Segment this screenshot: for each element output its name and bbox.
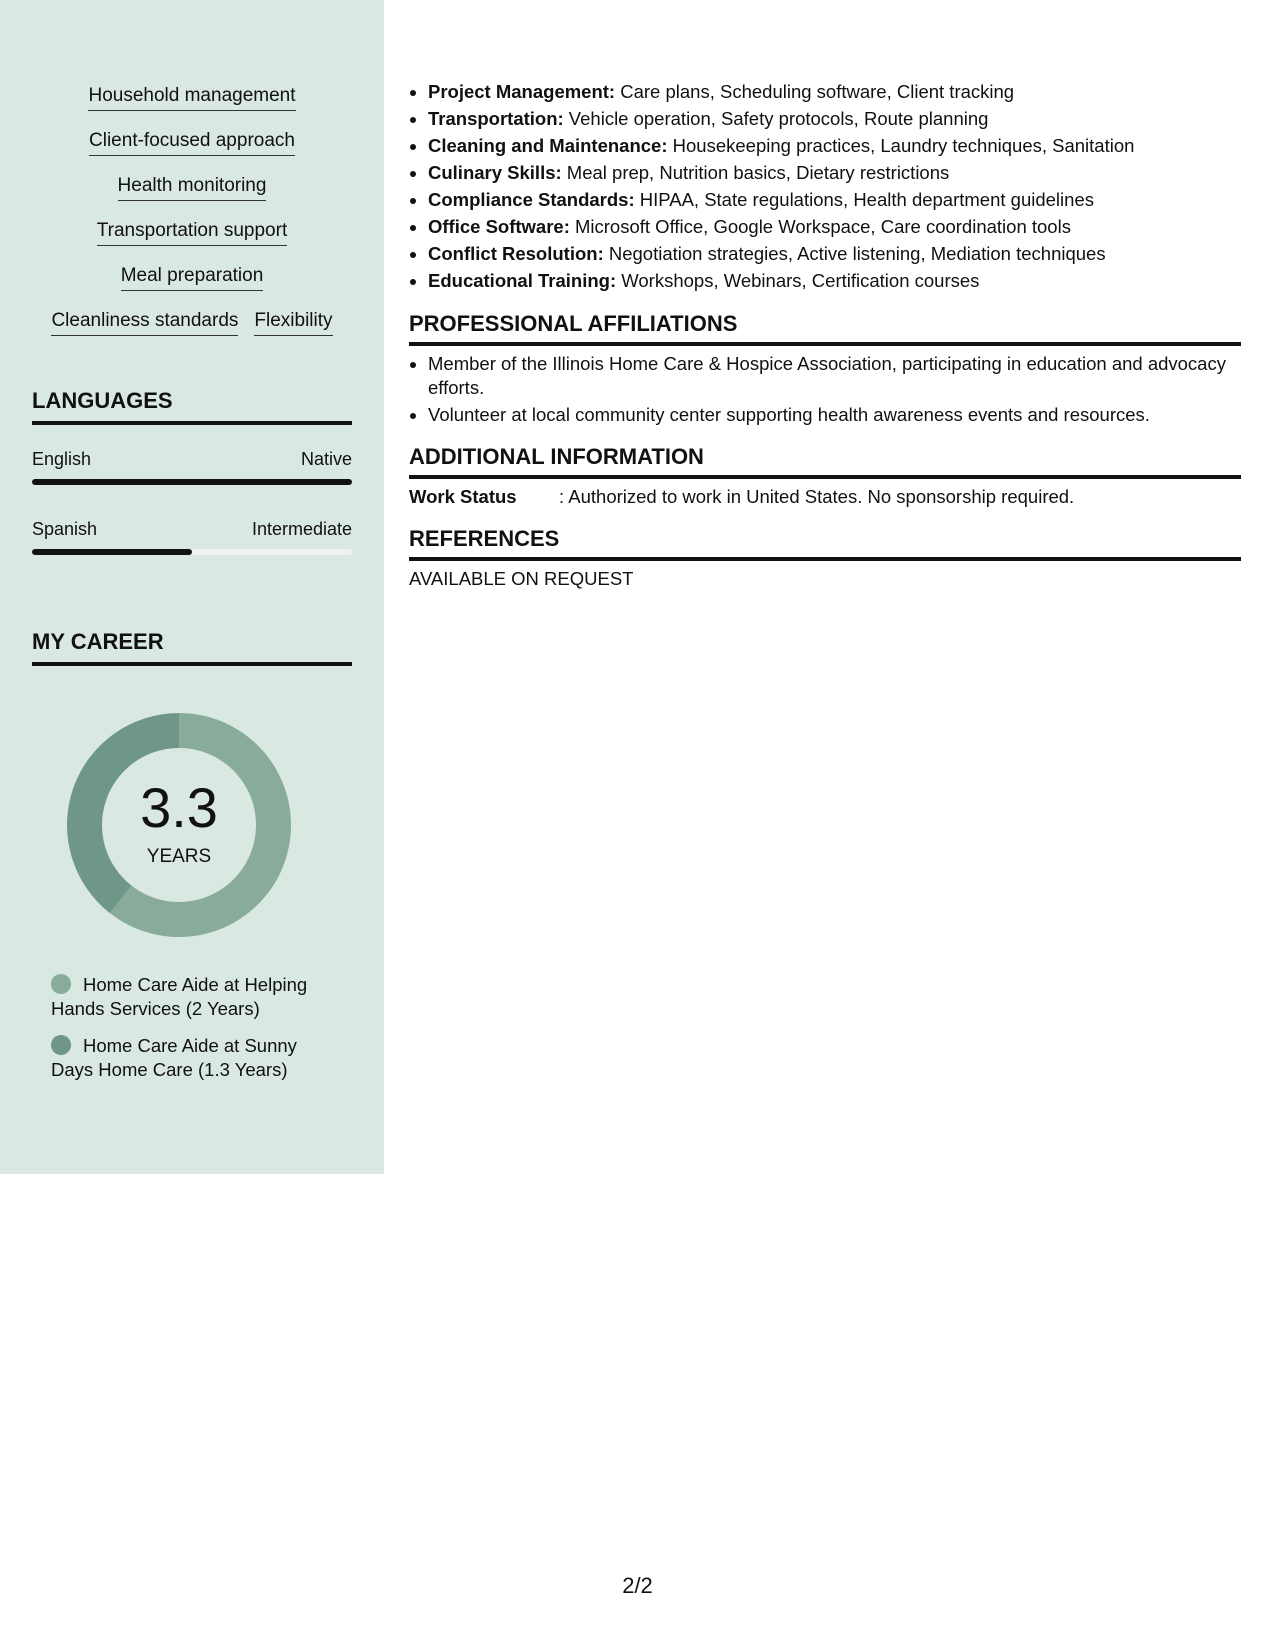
technical-skill-value: Microsoft Office, Google Workspace, Care coordination tools	[569, 216, 1071, 237]
skill-tag: Health monitoring	[118, 174, 267, 201]
skill-row	[32, 219, 352, 264]
skill-tag: Household management	[88, 84, 295, 111]
career-legend	[51, 973, 331, 1095]
technical-skills-list	[409, 78, 1241, 294]
technical-skill-label: Educational Training:	[428, 270, 617, 291]
affiliation-item: • Member of the Illinois Home Care & Hospice Association, participating in education and advocacy efforts.	[428, 352, 1241, 400]
technical-skill-item	[428, 132, 1241, 159]
skill-row	[32, 264, 352, 309]
technical-skill-item	[428, 105, 1241, 132]
technical-skill-value: HIPAA, State regulations, Health department guidelines	[634, 189, 1094, 210]
language-english	[32, 447, 352, 485]
technical-skill-value: Negotiation strategies, Active listening, Mediation techniques	[603, 243, 1106, 264]
legend-dot-icon	[51, 974, 71, 994]
skills-list	[32, 84, 352, 354]
language-spanish	[32, 517, 352, 555]
technical-skill-value: Care plans, Scheduling software, Client tracking	[615, 81, 1015, 102]
technical-skill-label: Compliance Standards:	[428, 189, 635, 210]
technical-skill-item	[428, 78, 1241, 105]
technical-skill-label: Project Management:	[428, 81, 616, 102]
skill-tag: Client-focused approach	[89, 129, 295, 156]
career-legend-item	[51, 973, 331, 1021]
skill-row	[32, 174, 352, 219]
skill-row	[32, 84, 352, 129]
legend-dot-icon	[51, 1035, 71, 1055]
technical-skill-item	[428, 213, 1241, 240]
work-status-label: Work Status	[409, 486, 517, 507]
technical-skill-label: Culinary Skills:	[428, 162, 562, 183]
technical-skill-item	[428, 186, 1241, 213]
references-heading: REFERENCES	[409, 525, 1241, 561]
technical-skill-label: Transportation:	[428, 108, 564, 129]
technical-skill-value: Workshops, Webinars, Certification courses	[616, 270, 980, 291]
language-name: English	[32, 449, 92, 469]
technical-skill-item	[428, 267, 1241, 294]
affiliations-list	[409, 352, 1241, 427]
career-legend-label: Home Care Aide at Helping Hands Services (2 Years)	[51, 974, 308, 1019]
page-number: 2/2	[622, 1573, 653, 1598]
language-level: Native	[300, 449, 352, 469]
skill-tag: Transportation support	[97, 219, 287, 246]
technical-skill-label: Cleaning and Maintenance:	[428, 135, 668, 156]
references-value: AVAILABLE ON REQUEST	[409, 568, 634, 589]
affiliations-heading: PROFESSIONAL AFFILIATIONS	[409, 310, 1241, 346]
technical-skill-label: Conflict Resolution:	[428, 243, 604, 264]
technical-skill-label: Office Software:	[428, 216, 570, 237]
sidebar	[0, 0, 384, 1174]
language-level: Intermediate	[251, 519, 352, 539]
language-proficiency-fill	[32, 479, 352, 485]
technical-skill-value: Meal prep, Nutrition basics, Dietary restrictions	[561, 162, 950, 183]
skill-tag: Cleanliness standards	[51, 309, 238, 336]
language-proficiency-bar	[32, 479, 352, 485]
skill-tag: Meal preparation	[121, 264, 264, 291]
language-name: Spanish	[32, 519, 98, 539]
career-legend-item	[51, 1034, 331, 1082]
technical-skill-value: Housekeeping practices, Laundry techniques, Sanitation	[667, 135, 1135, 156]
career-total-years: 3.3	[140, 776, 218, 839]
technical-skill-item	[428, 159, 1241, 186]
skill-tag: Flexibility	[254, 309, 332, 336]
languages-heading: LANGUAGES	[32, 387, 352, 425]
work-status-row	[409, 485, 1241, 509]
work-status-value: : Authorized to work in United States. No sponsorship required.	[559, 486, 1075, 507]
language-proficiency-fill	[32, 549, 192, 555]
main-content	[409, 78, 1241, 591]
skill-row	[32, 129, 352, 174]
career-total-unit: YEARS	[146, 846, 212, 867]
affiliation-item: • Volunteer at local community center supporting health awareness events and resources.	[428, 403, 1241, 427]
technical-skill-value: Vehicle operation, Safety protocols, Route planning	[563, 108, 989, 129]
career-legend-label: Home Care Aide at Sunny Days Home Care (1.3 Years)	[51, 1035, 297, 1080]
skill-row	[32, 309, 352, 354]
language-proficiency-bar	[32, 549, 352, 555]
technical-skill-item	[428, 240, 1241, 267]
additional-info-heading: ADDITIONAL INFORMATION	[409, 443, 1241, 479]
career-heading: MY CAREER	[32, 628, 352, 666]
